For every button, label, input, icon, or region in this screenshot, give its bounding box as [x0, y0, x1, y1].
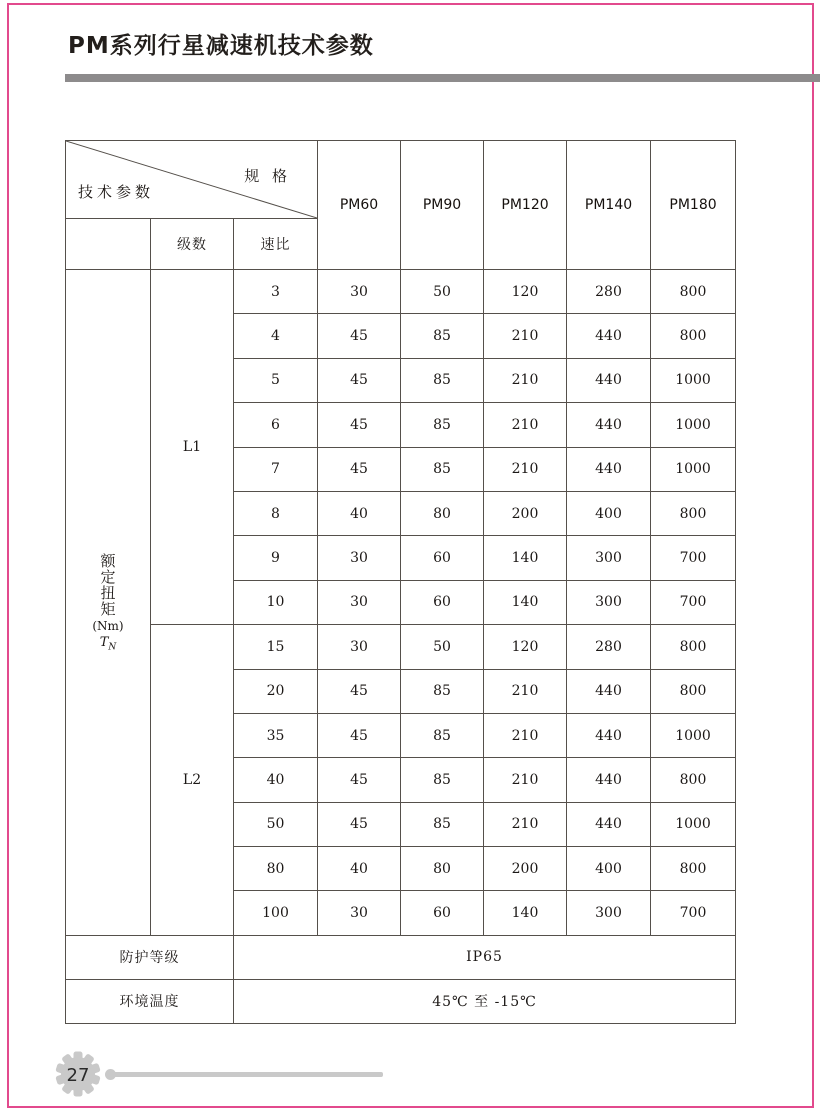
page-title: PM系列行星减速机技术参数: [68, 33, 374, 59]
ratio-cell: 50: [234, 802, 318, 846]
footer-decorative-line: [112, 1072, 383, 1077]
ratio-cell: 80: [234, 847, 318, 891]
value-cell-pm140: 440: [567, 358, 651, 402]
ratio-header-cell: 速比: [234, 219, 318, 270]
footer-value-cell: 45℃ 至 -15℃: [234, 979, 736, 1023]
value-cell-pm180: 1000: [651, 358, 736, 402]
value-cell-pm90: 80: [401, 847, 484, 891]
value-cell-pm140: 440: [567, 403, 651, 447]
value-cell-pm120: 210: [484, 403, 567, 447]
value-cell-pm120: 210: [484, 447, 567, 491]
value-cell-pm90: 50: [401, 270, 484, 314]
ratio-cell: 3: [234, 270, 318, 314]
title-underline-bar: [65, 74, 820, 82]
value-cell-pm90: 85: [401, 669, 484, 713]
value-cell-pm120: 120: [484, 625, 567, 669]
value-cell-pm140: 280: [567, 625, 651, 669]
column-header-pm90: PM90: [401, 141, 484, 270]
value-cell-pm140: 440: [567, 713, 651, 757]
value-cell-pm120: 140: [484, 536, 567, 580]
value-cell-pm140: 280: [567, 270, 651, 314]
corner-header-cell: [66, 141, 318, 219]
value-cell-pm60: 30: [318, 270, 401, 314]
value-cell-pm90: 85: [401, 802, 484, 846]
value-cell-pm90: 85: [401, 314, 484, 358]
value-cell-pm120: 140: [484, 891, 567, 935]
value-cell-pm180: 1000: [651, 713, 736, 757]
value-cell-pm180: 1000: [651, 403, 736, 447]
value-cell-pm90: 85: [401, 758, 484, 802]
gear-icon: [54, 1050, 102, 1098]
value-cell-pm60: 45: [318, 669, 401, 713]
value-cell-pm180: 800: [651, 270, 736, 314]
value-cell-pm180: 800: [651, 669, 736, 713]
value-cell-pm120: 140: [484, 580, 567, 624]
ratio-cell: 20: [234, 669, 318, 713]
value-cell-pm90: 60: [401, 891, 484, 935]
value-cell-pm180: 1000: [651, 447, 736, 491]
value-cell-pm60: 30: [318, 891, 401, 935]
value-cell-pm90: 85: [401, 713, 484, 757]
value-cell-pm140: 440: [567, 447, 651, 491]
params-header-label: 技术参数: [78, 183, 155, 201]
table-footer-row: [66, 935, 736, 979]
value-cell-pm60: 40: [318, 847, 401, 891]
stage-header-cell: 级数: [151, 219, 234, 270]
value-cell-pm140: 400: [567, 491, 651, 535]
value-cell-pm120: 120: [484, 270, 567, 314]
column-header-pm60: PM60: [318, 141, 401, 270]
page-number: 27: [66, 1065, 90, 1086]
value-cell-pm60: 45: [318, 802, 401, 846]
footer-value-cell: IP65: [234, 935, 736, 979]
footer-label-cell: 环境温度: [66, 979, 234, 1023]
value-cell-pm120: 200: [484, 847, 567, 891]
torque-label-text: 额 定 扭 矩: [100, 551, 116, 618]
table-row: [66, 625, 736, 669]
value-cell-pm140: 440: [567, 314, 651, 358]
value-cell-pm140: 400: [567, 847, 651, 891]
ratio-cell: 35: [234, 713, 318, 757]
value-cell-pm90: 85: [401, 447, 484, 491]
column-header-pm120: PM120: [484, 141, 567, 270]
ratio-cell: 100: [234, 891, 318, 935]
ratio-cell: 15: [234, 625, 318, 669]
value-cell-pm60: 30: [318, 536, 401, 580]
value-cell-pm140: 440: [567, 669, 651, 713]
value-cell-pm180: 700: [651, 536, 736, 580]
stage-cell-l1: L1: [151, 270, 234, 625]
torque-label-cell: [66, 270, 151, 936]
value-cell-pm120: 210: [484, 713, 567, 757]
value-cell-pm90: 60: [401, 536, 484, 580]
value-cell-pm120: 210: [484, 802, 567, 846]
value-cell-pm180: 800: [651, 758, 736, 802]
ratio-cell: 6: [234, 403, 318, 447]
value-cell-pm60: 45: [318, 447, 401, 491]
value-cell-pm180: 1000: [651, 802, 736, 846]
ratio-cell: 8: [234, 491, 318, 535]
value-cell-pm140: 300: [567, 580, 651, 624]
ratio-cell: 5: [234, 358, 318, 402]
header-row-1: [66, 141, 736, 219]
value-cell-pm90: 85: [401, 358, 484, 402]
table-footer-row: [66, 979, 736, 1023]
torque-symbol: $T_N$: [99, 634, 117, 653]
value-cell-pm60: 30: [318, 580, 401, 624]
value-cell-pm120: 210: [484, 314, 567, 358]
value-cell-pm140: 300: [567, 536, 651, 580]
value-cell-pm90: 50: [401, 625, 484, 669]
value-cell-pm60: 40: [318, 491, 401, 535]
ratio-cell: 40: [234, 758, 318, 802]
table-row: [66, 270, 736, 314]
value-cell-pm180: 800: [651, 625, 736, 669]
spec-header-label: 规 格: [244, 167, 292, 185]
ratio-cell: 10: [234, 580, 318, 624]
value-cell-pm60: 45: [318, 358, 401, 402]
value-cell-pm90: 60: [401, 580, 484, 624]
value-cell-pm180: 700: [651, 580, 736, 624]
value-cell-pm120: 210: [484, 669, 567, 713]
value-cell-pm140: 300: [567, 891, 651, 935]
value-cell-pm60: 45: [318, 403, 401, 447]
value-cell-pm120: 200: [484, 491, 567, 535]
value-cell-pm180: 800: [651, 491, 736, 535]
value-cell-pm120: 210: [484, 358, 567, 402]
value-cell-pm120: 210: [484, 758, 567, 802]
ratio-cell: 9: [234, 536, 318, 580]
value-cell-pm180: 700: [651, 891, 736, 935]
ratio-cell: 7: [234, 447, 318, 491]
value-cell-pm60: 45: [318, 758, 401, 802]
value-cell-pm90: 85: [401, 403, 484, 447]
value-cell-pm90: 80: [401, 491, 484, 535]
value-cell-pm60: 45: [318, 314, 401, 358]
value-cell-pm140: 440: [567, 802, 651, 846]
corner-empty-cell: [66, 219, 151, 270]
footer-label-cell: 防护等级: [66, 935, 234, 979]
ratio-cell: 4: [234, 314, 318, 358]
spec-table: [65, 140, 736, 1024]
value-cell-pm60: 30: [318, 625, 401, 669]
stage-cell-l2: L2: [151, 625, 234, 936]
column-header-pm180: PM180: [651, 141, 736, 270]
torque-unit: (Nm): [92, 618, 124, 633]
value-cell-pm180: 800: [651, 314, 736, 358]
column-header-pm140: PM140: [567, 141, 651, 270]
value-cell-pm140: 440: [567, 758, 651, 802]
value-cell-pm60: 45: [318, 713, 401, 757]
value-cell-pm180: 800: [651, 847, 736, 891]
